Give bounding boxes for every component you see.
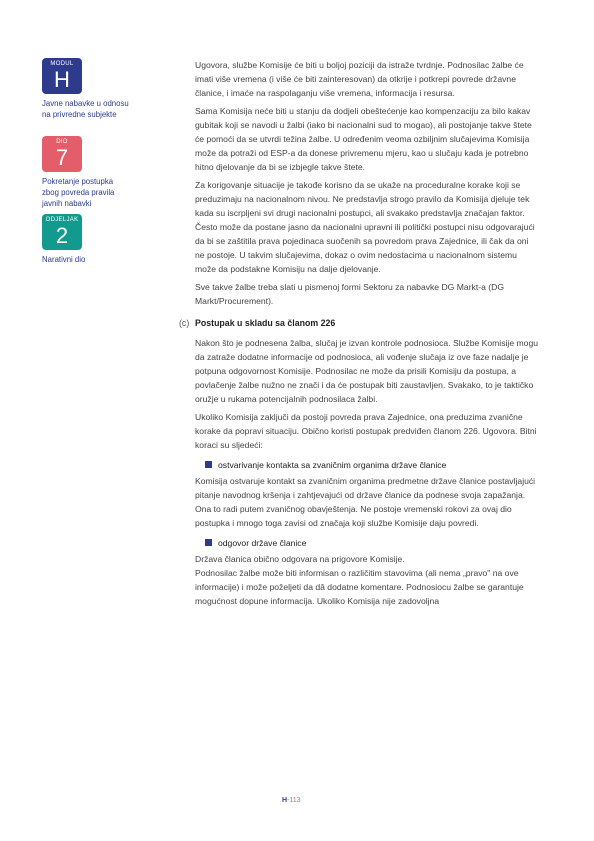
- section-title: Postupak u skladu sa članom 226: [195, 318, 336, 328]
- modul-label-line: na privredne subjekte: [42, 110, 117, 119]
- odjeljak-badge: [42, 214, 82, 250]
- odjeljak-badge-number: 2: [55, 223, 69, 248]
- paragraph: Nakon što je podnesena žalba, slučaj je izvan kontrole podnosioca. Službe Komisije mogu da zatraže dodatne informacije od podnosioca, ali vođenje slučaja iz ove faze nadalje je potpuna odgovornost Komisije. Podnosilac ne može da prisili Komisiju da postupa, a povlačenje žalbe nužno ne znači i da će postupak biti zaustavljen. Svakako, to je taktičko oružje u rukama potencijalnih podnosilaca žalbi.: [195, 338, 538, 404]
- paragraph: Sama Komisija neće biti u stanju da dodjeli obeštećenje kao kompenzaciju za bilo kakav gubitak koji se navodi u žalbi (iako bi nacionalni sud to mogao), ali postojanje takve štete će pomoći da se utvrdi težina žalbe. U određenim veoma ozbiljnim slučajevima Komisija može da potraži od ESP-a da donese privremenu mjeru, kao u slučaju kada je potrebno hitno djelovanje da bi se izbjegle takve štete.: [195, 106, 532, 172]
- paragraph: Ugovora, službe Komisije će biti u boljoj poziciji da istraže tvrdnje. Podnosilac žalbe će imati više vremena (i više će biti zainteresovan) da otkrije i potkrepi povrede državne članice, i imaće na raspolaganju više vremena, informacija i resursa.: [195, 60, 524, 98]
- dio-label: [42, 176, 162, 209]
- bullet-heading: [205, 536, 540, 550]
- bullet-title: ostvarivanje kontakta sa zvaničnim organima države članice: [218, 460, 447, 470]
- paragraph: Podnosilac žalbe može biti informisan o različitim stavovima (ali nema „pravo" na ove informacije) i može poželjeti da dâ dodatne komentare. Podnosiocu žalbe se garantuje mogućnost dopune informacija. Ukoliko Komisija nije zadovoljna: [195, 568, 524, 606]
- dio-label-line: javnih nabavki: [42, 199, 92, 208]
- dio-label-line: zbog povreda pravila: [42, 188, 115, 197]
- paragraph: Za korigovanje situacije je takođe korisno da se ukaže na proceduralne korake koji se preduzimaju na nacionalnom nivou. Ne predstavlja strogo pravilo da Komisija djeluje tek kada su iscrpljeni svi drugi nacionalni postupci, ali svakako predstavlja značajan faktor. Često može da postane jasno da nacionalni upravni ili politički postupci nisu odgovarajući da bi se zaštitila prava pojedinaca suočenih sa povredom prava Zajednice, ili čak da oni ne postoje. U takvim slučajevima, dokaz o ovim nedostacima u nacionalnom sistemu može da podstakne Komisiju na dalje djelovanje.: [195, 180, 535, 274]
- modul-label: [42, 98, 162, 120]
- dio-badge-caption: DIO: [56, 139, 68, 145]
- dio-badge: [42, 136, 82, 172]
- bullet-title: odgovor države članice: [218, 538, 307, 548]
- dio-label-line: Pokretanje postupka: [42, 177, 114, 186]
- section-heading: [179, 316, 540, 330]
- square-bullet-icon: [205, 539, 212, 546]
- modul-badge-caption: MODUL: [50, 61, 74, 67]
- bullet-paragraph: Komisija ostvaruje kontakt sa zvaničnim organima predmetne države članice postavljajući pitanje navodnog kršenja i zahtjevajući od države članice da podnese svoja zapažanja. Ona to radi putem zvaničnog obavještenja. Ne postoje vremenski rokovi za ovaj dio postupka i mnogo toga zavisi od značaja koji službe Komisije daju povredi.: [195, 476, 536, 528]
- modul-badge-letter: H: [54, 67, 70, 92]
- odjeljak-label: Narativni dio: [42, 255, 86, 264]
- main-text: [179, 58, 540, 612]
- paragraph: Sve takve žalbe treba slati u pismenoj formi Sektoru za nabavke DG Markt-a (DG Markt/Procurement).: [195, 282, 505, 306]
- bullet-heading: [205, 458, 540, 472]
- modul-badge: [42, 58, 82, 94]
- section-marker: (c): [179, 318, 190, 328]
- square-bullet-icon: [205, 461, 212, 468]
- page-prefix: H: [282, 797, 288, 804]
- page-number: [282, 797, 301, 804]
- paragraph: Država članica obično odgovara na prigovore Komisije.: [195, 554, 405, 564]
- dio-badge-number: 7: [55, 145, 69, 170]
- modul-label-line: Javne nabavke u odnosu: [42, 99, 129, 108]
- page-value: -113: [287, 797, 301, 804]
- odjeljak-badge-caption: ODJELJAK: [45, 217, 79, 223]
- paragraph: Ukoliko Komisija zaključi da postoji povreda prava Zajednice, ona preduzima zvanične korake da popravi situaciju. Obično koristi postupak predviđen članom 226. Ugovora. Bitni koraci su sljedeći:: [195, 412, 537, 450]
